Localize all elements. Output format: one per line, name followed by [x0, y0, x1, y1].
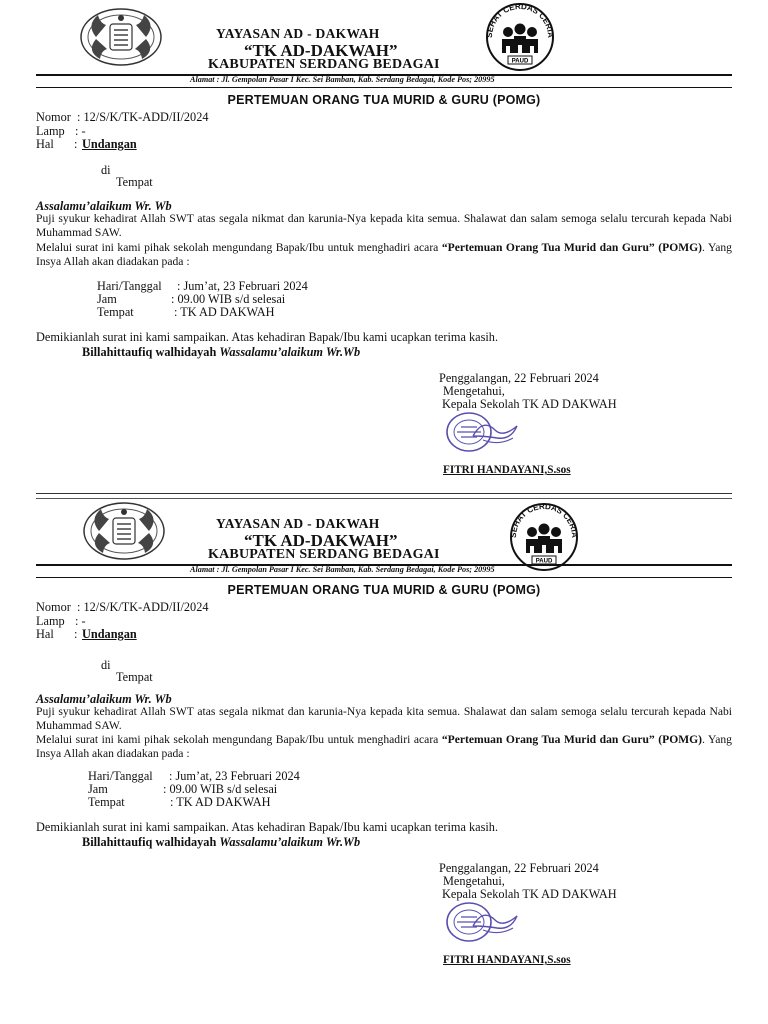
nomor-value: : 12/S/K/TK-ADD/II/2024 — [77, 110, 209, 124]
region-name: KABUPATEN SERDANG BEDAGAI — [208, 547, 440, 562]
venue-label: Tempat — [88, 795, 125, 809]
letter-title: PERTEMUAN ORANG TUA MURID & GURU (POMG) — [227, 583, 541, 597]
event-name: “Pertemuan Orang Tua Murid dan Guru” (POMG) — [441, 241, 703, 254]
billahi-text: Billahittaufiq walhidayah — [82, 835, 220, 849]
closing-salutation — [82, 345, 360, 360]
invitation-letter-copy-1 — [0, 0, 768, 490]
time-value: : 09.00 WIB s/d selesai — [171, 292, 286, 306]
recipient-place: Tempat — [116, 175, 153, 189]
billahi-text: Billahittaufiq walhidayah — [82, 345, 220, 359]
acknowledged-by: Mengetahui, — [443, 874, 505, 888]
hal-value: Undangan — [82, 137, 137, 151]
address-rule — [36, 87, 732, 88]
wassalam-text: Wassalamu’alaikum Wr.Wb — [219, 835, 361, 849]
acknowledged-by: Mengetahui, — [443, 384, 505, 398]
date-value: : Jum’at, 23 Februari 2024 — [177, 279, 308, 293]
school-name: “TK AD-DAKWAH” — [244, 531, 398, 550]
school-stamp-signature — [443, 900, 523, 944]
invitation-text-tail: . Yang Insya Allah akan diadakan pada : — [36, 241, 732, 268]
closing-salutation — [82, 835, 360, 850]
time-value: : 09.00 WIB s/d selesai — [163, 782, 278, 796]
svg-text:SEHAT CERDAS CERIA: SEHAT CERDAS CERIA — [484, 2, 556, 39]
signer-name: FITRI HANDAYANI,S.sos — [443, 954, 571, 966]
greeting: Assalamu’alaikum Wr. Wb — [36, 692, 172, 706]
school-address: Alamat : Jl. Gempolan Pasar I Kec. Sei Bamban, Kab. Serdang Bedagai, Kode Pos; 20995 — [190, 75, 495, 84]
hal-colon: : — [74, 137, 78, 151]
invitation-text-tail: . Yang Insya Allah akan diadakan pada : — [36, 733, 732, 760]
date-label: Hari/Tanggal — [97, 279, 162, 293]
wassalam-text: Wassalamu’alaikum Wr.Wb — [219, 345, 361, 359]
invitation-letter-copy-2 — [0, 490, 768, 980]
event-name: “Pertemuan Orang Tua Murid dan Guru” (POMG) — [441, 733, 703, 746]
recipient-place: Tempat — [116, 670, 153, 684]
lamp-value: : - — [75, 124, 86, 138]
opening-paragraph: Puji syukur kehadirat Allah SWT atas segala nikmat dan karunia-Nya kepada kita semua. Shalawat dan salam semoga selalu tercurah kepada Nabi Muhammad SAW. — [36, 212, 732, 239]
closing-sentence: Demikianlah surat ini kami sampaikan. Atas kehadiran Bapak/Ibu kami ucapkan terima kasih. — [36, 820, 499, 834]
region-name: KABUPATEN SERDANG BEDAGAI — [208, 57, 440, 72]
invitation-text-lead: Melalui surat ini kami pihak sekolah mengundang Bapak/Ibu untuk menghadiri acara — [36, 733, 442, 746]
hal-label: Hal — [36, 137, 54, 151]
address-rule — [36, 577, 732, 578]
greeting: Assalamu’alaikum Wr. Wb — [36, 199, 172, 213]
svg-text:PAUD: PAUD — [511, 58, 529, 65]
invitation-text-lead: Melalui surat ini kami pihak sekolah mengundang Bapak/Ibu untuk menghadiri acara — [36, 241, 442, 254]
signer-role: Kepala Sekolah TK AD DAKWAH — [442, 887, 617, 901]
place-date: Penggalangan, 22 Februari 2024 — [439, 371, 599, 385]
date-label: Hari/Tanggal — [88, 769, 153, 783]
nomor-value: : 12/S/K/TK-ADD/II/2024 — [77, 600, 209, 614]
paud-sehat-cerdas-ceria-logo — [475, 2, 565, 72]
time-label: Jam — [88, 782, 108, 796]
date-value: : Jum’at, 23 Februari 2024 — [169, 769, 300, 783]
svg-text:PAUD: PAUD — [535, 558, 553, 565]
signer-name: FITRI HANDAYANI,S.sos — [443, 464, 571, 476]
lamp-label: Lamp — [36, 614, 65, 628]
svg-text:SEHAT CERDAS CERIA: SEHAT CERDAS CERIA — [508, 502, 580, 539]
invitation-paragraph — [36, 733, 732, 761]
venue-value: : TK AD DAKWAH — [174, 305, 275, 319]
venue-label: Tempat — [97, 305, 134, 319]
closing-sentence: Demikianlah surat ini kami sampaikan. Atas kehadiran Bapak/Ibu kami ucapkan terima kasih. — [36, 330, 499, 344]
yayasan-emblem-logo — [76, 6, 166, 68]
hal-value: Undangan — [82, 627, 137, 641]
letter-title: PERTEMUAN ORANG TUA MURID & GURU (POMG) — [227, 93, 541, 107]
hal-colon: : — [74, 627, 78, 641]
venue-value: : TK AD DAKWAH — [170, 795, 271, 809]
recipient-di: di — [101, 163, 111, 177]
paud-sehat-cerdas-ceria-logo — [499, 502, 589, 572]
lamp-value: : - — [75, 614, 86, 628]
recipient-di: di — [101, 658, 111, 672]
school-name: “TK AD-DAKWAH” — [244, 41, 398, 60]
time-label: Jam — [97, 292, 117, 306]
nomor-label: Nomor — [36, 600, 71, 614]
opening-paragraph: Puji syukur kehadirat Allah SWT atas segala nikmat dan karunia-Nya kepada kita semua. Shalawat dan salam semoga selalu tercurah kepada Nabi Muhammad SAW. — [36, 705, 732, 732]
school-address: Alamat : Jl. Gempolan Pasar I Kec. Sei Bamban, Kab. Serdang Bedagai, Kode Pos; 20995 — [190, 565, 495, 574]
nomor-label: Nomor — [36, 110, 71, 124]
hal-label: Hal — [36, 627, 54, 641]
invitation-paragraph — [36, 241, 732, 269]
signer-role: Kepala Sekolah TK AD DAKWAH — [442, 397, 617, 411]
place-date: Penggalangan, 22 Februari 2024 — [439, 861, 599, 875]
school-stamp-signature — [443, 410, 523, 454]
foundation-name: YAYASAN AD - DAKWAH — [216, 516, 380, 531]
yayasan-emblem-logo — [79, 500, 169, 562]
foundation-name: YAYASAN AD - DAKWAH — [216, 26, 380, 41]
lamp-label: Lamp — [36, 124, 65, 138]
